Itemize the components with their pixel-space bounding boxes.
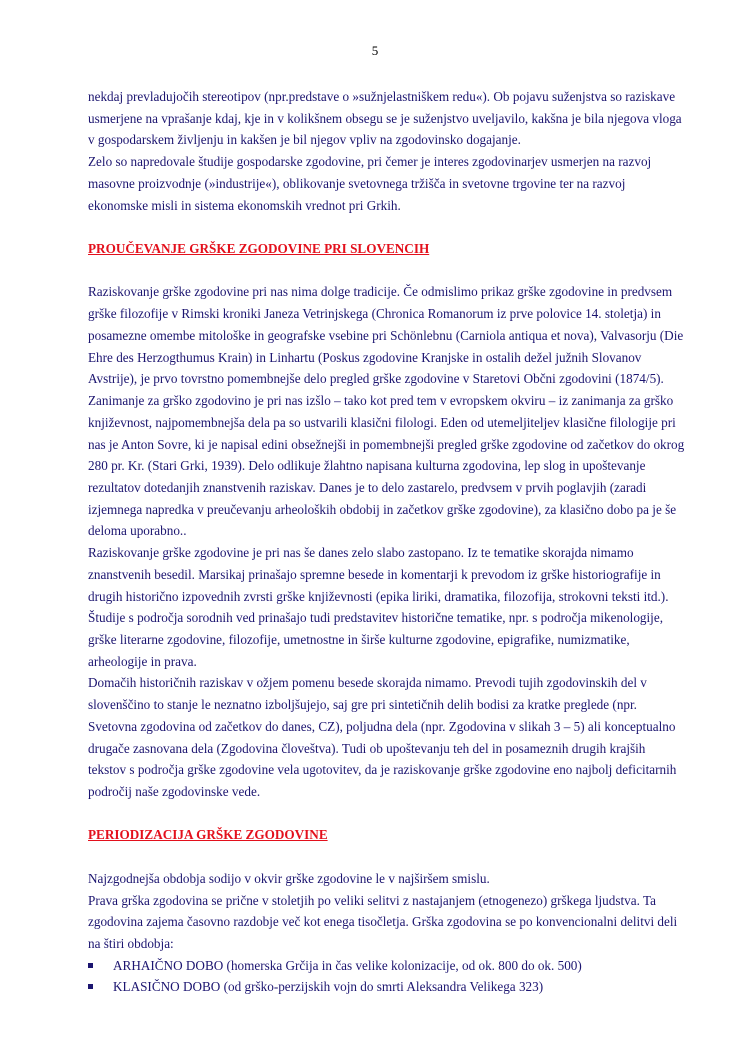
text-line bbox=[88, 542, 678, 564]
text-line bbox=[88, 303, 678, 325]
line-text: drugih historično izpovednih zvrsti grške književnosti (epika liriki, dramatika, filozofija, strokovni teksti itd.). bbox=[88, 588, 669, 604]
line-text: Ehre des Herzogthumus Krain) in Linhartu (Poskus zgodovine Kranjske in ostalih dežel južnih Slovanov bbox=[88, 349, 642, 365]
line-text: ARHAIČNO DOBO (homerska Grčija in čas velike kolonizacije, od ok. 800 do ok. 500) bbox=[113, 957, 582, 973]
text-line bbox=[88, 738, 678, 760]
blank-line bbox=[88, 216, 678, 238]
text-line bbox=[88, 129, 678, 151]
text-line bbox=[88, 347, 678, 369]
text-line bbox=[88, 759, 678, 781]
text-line bbox=[88, 455, 678, 477]
line-text: področij naše zgodovinske vede. bbox=[88, 784, 261, 799]
blank-line bbox=[88, 260, 678, 282]
line-text: izjemnega napredka v preučevanju arheoloških obdobij in začetkov grške zgodovine), za klasično dobo pa je še bbox=[88, 501, 677, 517]
text-line bbox=[88, 151, 678, 173]
text-line bbox=[88, 694, 678, 716]
text-line bbox=[88, 390, 678, 412]
line-text: usmerjene na vprašanje kdaj, kje in v kolikšnem obsegu se je suženjstvo uveljavilo, kakšna je bila njegova vloga bbox=[88, 110, 682, 126]
text-line bbox=[88, 520, 678, 542]
text-line bbox=[88, 911, 678, 933]
text-line bbox=[88, 607, 678, 629]
line-text: ekonomske misli in sistema ekonomskih vrednot pri Grkih. bbox=[88, 197, 401, 213]
line-text: Zanimanje za grško zgodovino je pri nas izšlo – tako kot pred tem v evropskem okviru – iz zanimanja za grško bbox=[88, 393, 674, 409]
text-line bbox=[88, 281, 678, 303]
line-text: na štiri obdobja: bbox=[88, 936, 174, 952]
text-line bbox=[88, 108, 682, 130]
text-line bbox=[88, 716, 678, 738]
line-text: Svetovna zgodovina od začetkov do danes, CZ), poljudna dela (npr. Zgodovina v slikah 3 – 5) ali konceptualno bbox=[88, 718, 676, 734]
square-bullet-icon bbox=[88, 963, 93, 968]
bullet-item bbox=[88, 976, 678, 998]
line-text: književnost, najpomembnejša dela pa so ustvarili klasični filologi. Eden od utemeljiteljev klasične filologije pri bbox=[88, 414, 676, 430]
text-line bbox=[88, 890, 678, 912]
text-line bbox=[88, 564, 678, 586]
line-text: PROUČEVANJE GRŠKE ZGODOVINE PRI SLOVENCIH bbox=[88, 241, 430, 257]
line-text: Prava grška zgodovina se prične v stoletjih po veliki selitvi z nastajanjem (etnogenezo) grškega ljudstva. Ta bbox=[88, 892, 656, 908]
line-text: Zelo so napredovale študije gospodarske zgodovine, pri čemer je interes zgodovinarjev usmerjen na razvoj bbox=[88, 154, 652, 170]
line-text: 280 pr. Kr. (Stari Grki, 1939). Delo odlikuje žlahtno napisana kulturna zgodovina, lep slog in upoštevanje bbox=[88, 458, 646, 474]
text-line bbox=[88, 477, 678, 499]
blank-line bbox=[88, 803, 678, 825]
text-line bbox=[88, 868, 678, 890]
line-text: zgodovina zajema časovno razdobje več kot enega tisočletja. Grška zgodovina se po konvencionalni delitvi deli bbox=[88, 914, 678, 930]
line-text: Študije s področja sorodnih ved prinašajo tudi predstavitev historične tematike, npr. s področja mikenologije, bbox=[88, 610, 664, 626]
document-body bbox=[88, 86, 685, 998]
line-text: PERIODIZACIJA GRŠKE ZGODOVINE bbox=[88, 827, 328, 843]
bullet-item bbox=[88, 955, 678, 977]
line-text: Domačih historičnih raziskav v ožjem pomenu besede skorajda nimamo. Prevodi tujih zgodovinskih del v bbox=[88, 675, 647, 691]
text-line bbox=[88, 933, 678, 955]
text-line bbox=[88, 368, 678, 390]
text-line bbox=[88, 86, 678, 108]
line-text: nekdaj prevladujočih stereotipov (npr.predstave o »sužnjelastniškem redu«). Ob pojavu suženjstva so raziskave bbox=[88, 89, 676, 104]
text-line bbox=[88, 195, 678, 217]
text-line bbox=[88, 499, 678, 521]
line-text: grške literarne zgodovine, filozofije, umetnostne in širše kulturne zgodovine, epigrafike, numizmatike, bbox=[88, 631, 630, 647]
line-text: Raziskovanje grške zgodovine je pri nas še danes zelo slabo zastopano. Iz te tematike skorajda nimamo bbox=[88, 545, 634, 561]
line-text: Avstrije), je prvo tovrstno pomembnejše delo pregled grške zgodovine v Staretovi Občni zgodovini (1874/5). bbox=[88, 371, 664, 387]
text-line bbox=[88, 651, 678, 673]
section-heading bbox=[88, 824, 678, 846]
line-text: tekstov s področja grške zgodovine vela ugotovitev, da je raziskovanje grške zgodovine eno najbolj deficitarnih bbox=[88, 762, 677, 778]
line-text: Raziskovanje grške zgodovine pri nas nima dolge tradicije. Če odmislimo prikaz grške zgodovine in predvsem bbox=[88, 284, 673, 300]
text-line bbox=[88, 412, 678, 434]
text-line bbox=[88, 586, 678, 608]
blank-line bbox=[88, 846, 678, 868]
section-heading bbox=[88, 238, 678, 260]
text-line bbox=[88, 434, 685, 456]
line-text: v gospodarskem življenju in kakšen je bil njegov vpliv na zgodovinsko dogajanje. bbox=[88, 132, 521, 148]
line-text: KLASIČNO DOBO (od grško-perzijskih vojn do smrti Aleksandra Velikega 323) bbox=[113, 979, 544, 995]
line-text: rezultatov dotedanjih znanstvenih raziskav. Danes je to delo zastarelo, predvsem v prvih poglavjih (zaradi bbox=[88, 479, 647, 495]
line-text: nas je Anton Sovre, ki je napisal edini obsežnejši in pomembnejši pregled grške zgodovine od začetkov do okrog bbox=[88, 436, 685, 452]
line-text: masovne proizvodnje (»industrije«), oblikovanje svetovnega tržišča in svetovne trgovine ter na razvoj bbox=[88, 175, 626, 191]
line-text: arheologije in prava. bbox=[88, 653, 197, 669]
page-number: 5 bbox=[371, 43, 379, 58]
line-text: znanstvenih besedil. Marsikaj prinašajo spremne besede in komentarji k prevodom iz grške historiografije in bbox=[88, 566, 661, 582]
text-line bbox=[88, 325, 684, 347]
text-line bbox=[88, 781, 678, 803]
text-line bbox=[88, 173, 678, 195]
square-bullet-icon bbox=[88, 984, 93, 989]
text-line bbox=[88, 629, 678, 651]
text-line bbox=[88, 672, 678, 694]
line-text: grške filozofije v Rimski kroniki Janeza Vetrinjskega (Chronica Romanorum iz prve polovice 14. stoletja) in bbox=[88, 306, 661, 322]
line-text: drugače zasnovana dela (Zgodovina človeštva). Tudi ob upoštevanju teh del in posameznih drugih krajših bbox=[88, 740, 646, 756]
line-text: posamezne omembe mitološke in geografske vsebine pri Schönlebnu (Carniola antiqua et nova), Valvasorju (Die bbox=[88, 327, 684, 343]
line-text: slovenščino to stanje le neznatno izboljšujejo, saj gre pri sintetičnih delih bodisi za kratke preglede (npr. bbox=[88, 697, 637, 713]
line-text: Najzgodnejša obdobja sodijo v okvir grške zgodovine le v najširšem smislu. bbox=[88, 870, 490, 886]
line-text: deloma uporabno.. bbox=[88, 523, 187, 539]
